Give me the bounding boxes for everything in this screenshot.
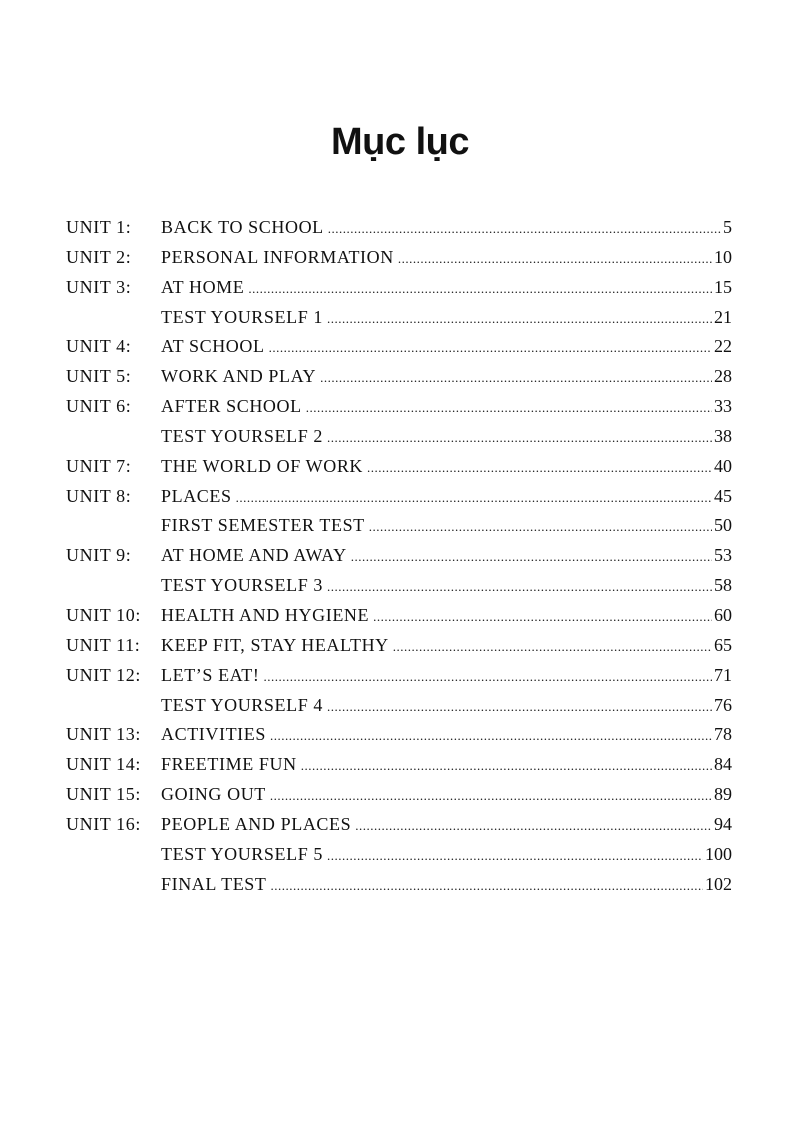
page-number: 71 — [714, 664, 732, 685]
unit-label: UNIT 11: — [66, 634, 141, 655]
page-number: 84 — [714, 754, 732, 775]
entry-title: TEST YOURSELF 1 — [161, 306, 324, 327]
dot-leader — [320, 363, 712, 393]
entry-title: TEST YOURSELF 4 — [161, 694, 324, 715]
entry-title: PLACES — [161, 485, 232, 506]
entry-title: AT HOME — [161, 276, 245, 297]
unit-label: UNIT 9: — [66, 545, 132, 566]
dot-leader — [270, 781, 712, 811]
dot-leader — [351, 542, 712, 572]
toc-row[interactable] — [66, 780, 732, 810]
dot-leader — [301, 751, 712, 781]
dot-leader — [270, 721, 712, 751]
page-number: 21 — [714, 306, 732, 327]
toc-row[interactable] — [66, 362, 732, 392]
entry-title: PERSONAL INFORMATION — [161, 246, 394, 267]
toc-row[interactable] — [66, 422, 732, 452]
page-number: 33 — [714, 396, 732, 417]
entry-title: PEOPLE AND PLACES — [161, 813, 352, 834]
toc-row[interactable] — [66, 452, 732, 482]
unit-label: UNIT 2: — [66, 246, 132, 267]
toc-row[interactable] — [66, 273, 732, 303]
dot-leader — [327, 572, 712, 602]
dot-leader — [271, 871, 703, 901]
unit-label: UNIT 10: — [66, 604, 141, 625]
page-number: 40 — [714, 455, 732, 476]
dot-leader — [263, 662, 712, 692]
dot-leader — [373, 602, 712, 632]
entry-title: BACK TO SCHOOL — [161, 217, 324, 237]
table-of-contents — [66, 213, 732, 899]
page-number: 50 — [714, 515, 732, 536]
page-number: 89 — [714, 784, 732, 805]
dot-leader — [327, 304, 712, 334]
entry-title: TEST YOURSELF 3 — [161, 575, 324, 596]
unit-label: UNIT 5: — [66, 366, 132, 387]
unit-label: UNIT 6: — [66, 396, 132, 417]
page-number: 58 — [714, 575, 732, 596]
entry-title: LET’S EAT! — [161, 664, 260, 685]
unit-label: UNIT 7: — [66, 455, 132, 476]
page-title: Mục lục — [331, 121, 469, 164]
page-number: 38 — [714, 425, 732, 446]
page-number: 65 — [714, 634, 732, 655]
toc-row[interactable] — [66, 631, 732, 661]
page-number: 78 — [714, 724, 732, 745]
entry-title: TEST YOURSELF 5 — [161, 843, 324, 864]
toc-row[interactable] — [66, 541, 732, 571]
page-number: 53 — [714, 545, 732, 566]
unit-label: UNIT 14: — [66, 754, 141, 775]
entry-title: GOING OUT — [161, 784, 266, 805]
toc-row[interactable] — [66, 511, 732, 541]
dot-leader — [393, 632, 712, 662]
toc-row[interactable] — [66, 213, 732, 243]
unit-label: UNIT 13: — [66, 724, 141, 745]
dot-leader — [269, 333, 712, 363]
unit-label: UNIT 8: — [66, 485, 132, 506]
page-number: 22 — [714, 336, 732, 357]
toc-row[interactable] — [66, 303, 732, 333]
dot-leader — [327, 423, 712, 453]
entry-title: AFTER SCHOOL — [161, 396, 302, 417]
toc-row[interactable] — [66, 392, 732, 422]
entry-title: AT HOME AND AWAY — [161, 545, 347, 566]
page-number: 28 — [714, 366, 732, 387]
entry-title: ACTIVITIES — [161, 724, 266, 745]
entry-title: WORK AND PLAY — [161, 366, 317, 387]
dot-leader — [327, 692, 712, 722]
dot-leader — [328, 214, 721, 244]
unit-label: UNIT 15: — [66, 784, 141, 805]
page-number: 100 — [705, 843, 732, 864]
toc-row[interactable] — [66, 332, 732, 362]
dot-leader — [306, 393, 712, 423]
entry-title: FIRST SEMESTER TEST — [161, 515, 365, 536]
entry-title: FINAL TEST — [161, 873, 267, 894]
toc-row[interactable] — [66, 243, 732, 273]
dot-leader — [327, 841, 703, 871]
unit-label: UNIT 1: — [66, 217, 132, 237]
dot-leader — [248, 274, 712, 304]
dot-leader — [398, 244, 712, 274]
page-number: 10 — [714, 246, 732, 267]
toc-row[interactable] — [66, 750, 732, 780]
dot-leader — [355, 811, 712, 841]
toc-row[interactable] — [66, 870, 732, 900]
unit-label: UNIT 4: — [66, 336, 132, 357]
entry-title: HEALTH AND HYGIENE — [161, 604, 370, 625]
toc-row[interactable] — [66, 601, 732, 631]
page-number: 102 — [705, 873, 732, 894]
dot-leader — [367, 453, 712, 483]
toc-row[interactable] — [66, 720, 732, 750]
unit-label: UNIT 3: — [66, 276, 132, 297]
dot-leader — [236, 483, 712, 513]
toc-row[interactable] — [66, 691, 732, 721]
entry-title: KEEP FIT, STAY HEALTHY — [161, 634, 389, 655]
toc-row[interactable] — [66, 571, 732, 601]
dot-leader — [369, 512, 712, 542]
toc-row[interactable] — [66, 661, 732, 691]
entry-title: TEST YOURSELF 2 — [161, 425, 324, 446]
page-number: 60 — [714, 604, 732, 625]
page-number: 15 — [714, 276, 732, 297]
toc-row[interactable] — [66, 810, 732, 840]
toc-row[interactable] — [66, 840, 732, 870]
entry-title: THE WORLD OF WORK — [161, 455, 364, 476]
entry-title: AT SCHOOL — [161, 336, 265, 357]
unit-label: UNIT 16: — [66, 813, 141, 834]
page-number: 94 — [714, 813, 732, 834]
page-number: 45 — [714, 485, 732, 506]
page-number: 5 — [723, 217, 732, 237]
toc-row[interactable] — [66, 482, 732, 512]
page-number: 76 — [714, 694, 732, 715]
unit-label: UNIT 12: — [66, 664, 141, 685]
entry-title: FREETIME FUN — [161, 754, 297, 775]
